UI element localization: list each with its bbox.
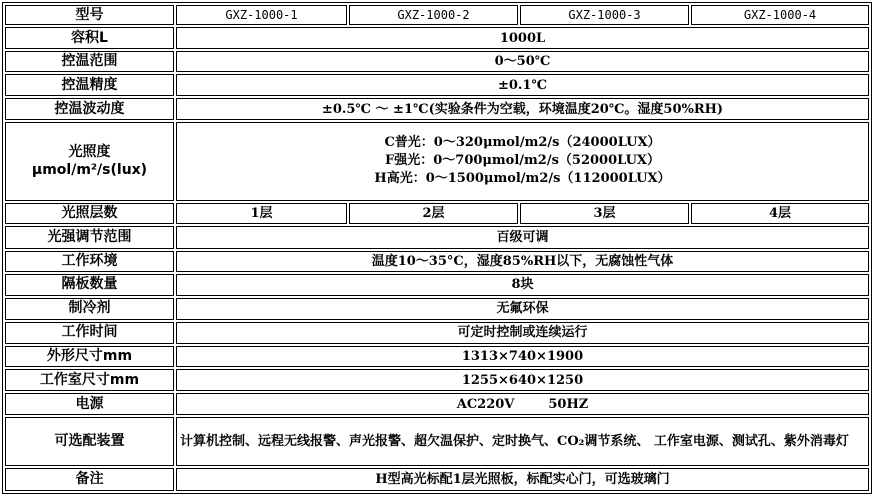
illuminance-label-line1: 光照度 xyxy=(68,144,111,161)
temp-fluctuation-label: 控温波动度 xyxy=(5,98,174,121)
refrigerant-label: 制冷剂 xyxy=(5,298,174,321)
row-temp-precision xyxy=(5,74,869,95)
spec-table xyxy=(2,2,872,494)
options-value: 计算机控制、远程无线报警、声光报警、超欠温保护、定时换气、CO₂调节系统、 工作室电源、测试孔、紫外消毒灯 xyxy=(176,417,869,466)
outer-size-value: 1313×740×1900 xyxy=(176,346,869,367)
temp-range-label: 控温范围 xyxy=(5,51,174,72)
model-2: GXZ-1000-2 xyxy=(349,5,518,25)
light-layers-label: 光照层数 xyxy=(5,203,174,224)
illuminance-h: H高光：0～1500μmol/m2/s（112000LUX） xyxy=(374,171,671,187)
illuminance-values xyxy=(176,122,869,200)
illuminance-label xyxy=(5,122,174,200)
remarks-value: H型高光标配1层光照板，标配实心门，可选玻璃门 xyxy=(176,468,869,491)
row-shelves xyxy=(5,274,869,295)
power-frequency: 50HZ xyxy=(548,396,589,412)
temp-precision-value: ±0.1℃ xyxy=(176,74,869,95)
illuminance-label-line2: μmol/m²/s(lux) xyxy=(31,162,148,179)
illuminance-c: C普光：0～320μmol/m2/s（24000LUX） xyxy=(384,135,661,151)
temp-precision-label: 控温精度 xyxy=(5,74,174,95)
row-remarks xyxy=(5,468,869,491)
power-label: 电源 xyxy=(5,393,174,414)
row-model xyxy=(5,5,869,25)
options-label: 可选配装置 xyxy=(5,417,174,466)
row-options xyxy=(5,417,869,466)
row-temp-range xyxy=(5,51,869,72)
light-layers-4: 4层 xyxy=(691,203,869,224)
temp-range-value: 0～50℃ xyxy=(176,51,869,72)
shelves-label: 隔板数量 xyxy=(5,274,174,295)
row-outer-size xyxy=(5,346,869,367)
volume-value: 1000L xyxy=(176,27,869,48)
volume-label: 容积L xyxy=(5,27,174,48)
environment-label: 工作环境 xyxy=(5,251,174,272)
row-power xyxy=(5,393,869,414)
row-volume xyxy=(5,27,869,48)
light-layers-3: 3层 xyxy=(520,203,689,224)
row-work-time xyxy=(5,322,869,343)
temp-fluctuation-value: ±0.5℃ ～ ±1℃(实验条件为空载，环境温度20℃。湿度50%RH) xyxy=(176,98,869,121)
shelves-value: 8块 xyxy=(176,274,869,295)
model-1: GXZ-1000-1 xyxy=(176,5,347,25)
power-value xyxy=(176,393,869,414)
light-layers-1: 1层 xyxy=(176,203,347,224)
light-layers-2: 2层 xyxy=(349,203,518,224)
model-label: 型号 xyxy=(5,5,174,25)
remarks-label: 备注 xyxy=(5,468,174,491)
row-chamber-size xyxy=(5,369,869,392)
illuminance-f: F强光：0～700μmol/m2/s（52000LUX） xyxy=(385,153,660,169)
model-4: GXZ-1000-4 xyxy=(691,5,869,25)
row-environment xyxy=(5,251,869,272)
model-3: GXZ-1000-3 xyxy=(520,5,689,25)
outer-size-label: 外形尺寸mm xyxy=(5,346,174,367)
row-temp-fluctuation xyxy=(5,98,869,121)
row-light-adjust xyxy=(5,226,869,249)
row-illuminance xyxy=(5,122,869,200)
work-time-value: 可定时控制或连续运行 xyxy=(176,322,869,343)
row-light-layers xyxy=(5,203,869,224)
environment-value: 温度10～35°C，湿度85%RH以下，无腐蚀性气体 xyxy=(176,251,869,272)
power-voltage: AC220V xyxy=(456,396,515,412)
row-refrigerant xyxy=(5,298,869,321)
work-time-label: 工作时间 xyxy=(5,322,174,343)
light-adjust-value: 百级可调 xyxy=(176,226,869,249)
refrigerant-value: 无氟环保 xyxy=(176,298,869,321)
chamber-size-label: 工作室尺寸mm xyxy=(5,369,174,392)
chamber-size-value: 1255×640×1250 xyxy=(176,369,869,392)
light-adjust-label: 光强调节范围 xyxy=(5,226,174,249)
